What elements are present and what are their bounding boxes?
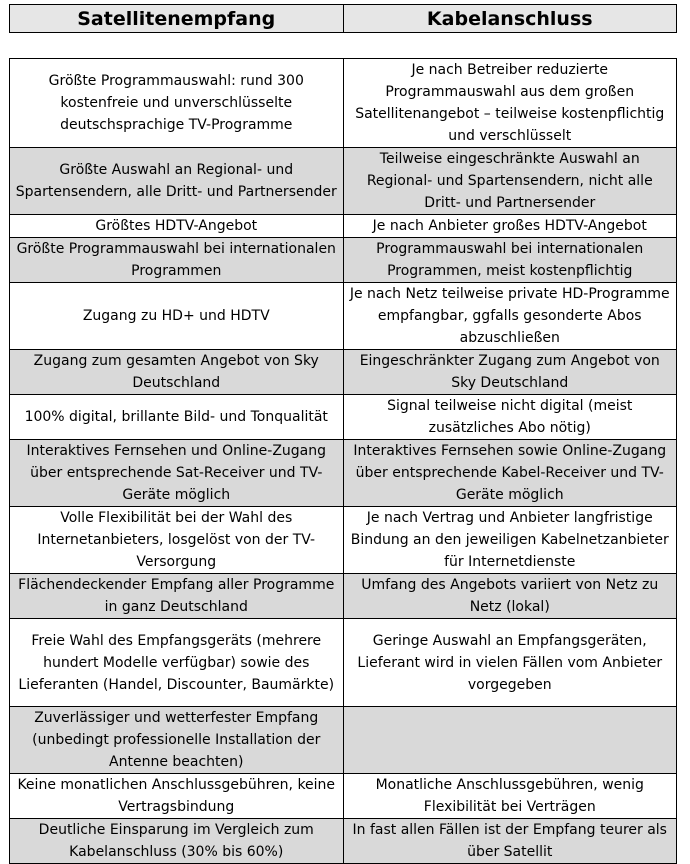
cable-cell: Signal teilweise nicht digital (meist zusätzliches Abo nötig) (343, 395, 677, 440)
satellite-cell: Größtes HDTV-Angebot (10, 215, 344, 238)
satellite-cell: Zugang zu HD+ und HDTV (10, 283, 344, 350)
satellite-cell: 100% digital, brillante Bild- und Tonqualität (10, 395, 344, 440)
cable-cell: Je nach Betreiber reduzierte Programmauswahl aus dem großen Satellitenangebot – teilweise kostenpflichtig und verschlüsselt (343, 59, 677, 148)
cable-cell (343, 707, 677, 774)
table-row (10, 774, 677, 819)
header-kabelanschluss: Kabelanschluss (343, 5, 677, 33)
table-row (10, 148, 677, 215)
table-row (10, 59, 677, 148)
cable-cell: Programmauswahl bei internationalen Programmen, meist kostenpflichtig (343, 238, 677, 283)
satellite-cell: Volle Flexibilität bei der Wahl des Internetanbieters, losgelöst von der TV-Versorgung (10, 507, 344, 574)
table-row (10, 507, 677, 574)
table-row (10, 215, 677, 238)
cable-cell: Monatliche Anschlussgebühren, wenig Flexibilität bei Verträgen (343, 774, 677, 819)
table-row (10, 350, 677, 395)
header-row (10, 5, 677, 33)
satellite-cell: Interaktives Fernsehen und Online-Zugang über entsprechende Sat-Receiver und TV-Geräte möglich (10, 440, 344, 507)
cable-cell: Je nach Anbieter großes HDTV-Angebot (343, 215, 677, 238)
comparison-header (9, 4, 677, 33)
table-row (10, 238, 677, 283)
satellite-cell: Zuverlässiger und wetterfester Empfang (unbedingt professionelle Installation der Antenne beachten) (10, 707, 344, 774)
satellite-cell: Größte Auswahl an Regional- und Spartensendern, alle Dritt- und Partnersender (10, 148, 344, 215)
table-row (10, 819, 677, 864)
cable-cell: Interaktives Fernsehen sowie Online-Zugang über entsprechende Kabel-Receiver und TV-Geräte möglich (343, 440, 677, 507)
table-row (10, 619, 677, 707)
cable-cell: Geringe Auswahl an Empfangsgeräten, Lieferant wird in vielen Fällen vom Anbieter vorgegeben (343, 619, 677, 707)
cable-cell: Teilweise eingeschränkte Auswahl an Regional- und Spartensendern, nicht alle Dritt- und Partnersender (343, 148, 677, 215)
cable-cell: Je nach Vertrag und Anbieter langfristige Bindung an den jeweiligen Kabelnetzanbieter für Internetdienste (343, 507, 677, 574)
table-row (10, 283, 677, 350)
header-satellitenempfang: Satellitenempfang (10, 5, 344, 33)
satellite-cell: Zugang zum gesamten Angebot von Sky Deutschland (10, 350, 344, 395)
cable-cell: Umfang des Angebots variiert von Netz zu Netz (lokal) (343, 574, 677, 619)
cable-cell: Je nach Netz teilweise private HD-Programme empfangbar, ggfalls gesonderte Abos abzuschließen (343, 283, 677, 350)
comparison-table (9, 58, 677, 864)
table-row (10, 707, 677, 774)
table-row (10, 440, 677, 507)
table-row (10, 574, 677, 619)
satellite-cell: Deutliche Einsparung im Vergleich zum Kabelanschluss (30% bis 60%) (10, 819, 344, 864)
satellite-cell: Größte Programmauswahl bei internationalen Programmen (10, 238, 344, 283)
satellite-cell: Freie Wahl des Empfangsgeräts (mehrere hundert Modelle verfügbar) sowie des Lieferanten (Handel, Discounter, Baumärkte) (10, 619, 344, 707)
satellite-cell: Keine monatlichen Anschlussgebühren, keine Vertragsbindung (10, 774, 344, 819)
satellite-cell: Flächendeckender Empfang aller Programme in ganz Deutschland (10, 574, 344, 619)
cable-cell: In fast allen Fällen ist der Empfang teurer als über Satellit (343, 819, 677, 864)
table-row (10, 395, 677, 440)
satellite-cell: Größte Programmauswahl: rund 300 kostenfreie und unverschlüsselte deutschsprachige TV-Programme (10, 59, 344, 148)
cable-cell: Eingeschränkter Zugang zum Angebot von Sky Deutschland (343, 350, 677, 395)
